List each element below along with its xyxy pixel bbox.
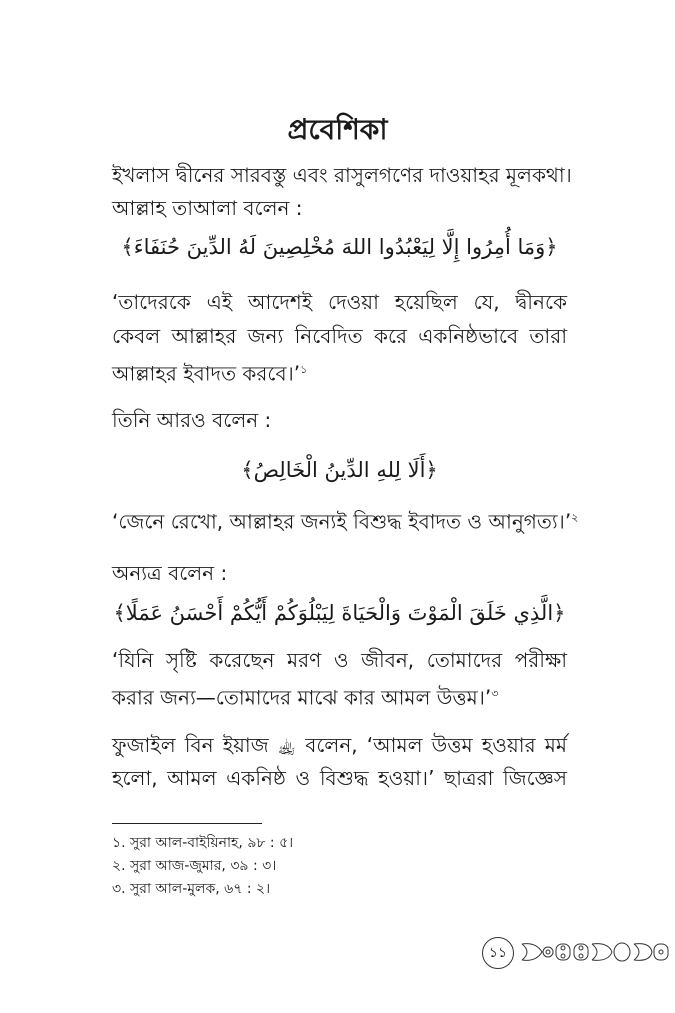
- arabic-verse: ﴿وَمَا أُمِرُوا إِلَّا لِيَعْبُدُوا اللهَ مُخْلِصِينَ لَهُ الدِّينَ حُنَفَاءَ﴾: [121, 235, 558, 259]
- body-line: তিনি আরও বলেন :: [112, 408, 272, 432]
- arabic-verse: ﴿الَّذِي خَلَقَ الْمَوْتَ وَالْحَيَاةَ لِيَبْلُوَكُمْ أَيُّكُمْ أَحْسَنُ عَمَلًا﴾: [113, 601, 566, 625]
- translation-text: করার জন্য—তোমাদের মাঝে কার আমল উত্তম।’: [112, 685, 492, 710]
- translation-text: আল্লাহর ইবাদত করবে।’: [112, 361, 301, 386]
- chapter-title: প্রবেশিকা: [287, 113, 388, 146]
- body-line: হলো, আমল একনিষ্ঠ ও বিশুদ্ধ হওয়া।’ ছাত্ররা জিজ্ঞেস: [112, 766, 567, 790]
- ornament-border: [518, 938, 670, 966]
- footnote: ৩. সুরা আল-মুলক, ৬৭ : ২।: [112, 881, 271, 897]
- body-line: ফুজাইল বিন ইয়াজ ﵀ বলেন, ‘আমল উত্তম হওয়ার মর্ম: [112, 733, 567, 757]
- footnote: ২. সুরা আজ-জুমার, ৩৯ : ৩।: [112, 858, 277, 874]
- body-line: অন্যত্র বলেন :: [112, 561, 228, 585]
- body-line: আল্লাহ তাআলা বলেন :: [112, 196, 303, 220]
- body-line: ইখলাস দ্বীনের সারবস্তু এবং রাসুলগণের দাওয়াহর মূলকথা।: [112, 163, 572, 187]
- page-number: ১১: [482, 937, 514, 969]
- translation-line: [112, 355, 567, 389]
- footnote: ১. সুরা আল-বাইয়িনাহ, ৯৮ : ৫।: [112, 835, 294, 851]
- footnote-ref: ২: [571, 511, 579, 524]
- translation-line: ‘তাদেরকে এই আদেশই দেওয়া হয়েছিল যে, দ্বীনকে: [112, 290, 567, 314]
- footnote-ref: ৩: [491, 687, 499, 700]
- translation-line: ‘যিনি সৃষ্টি করেছেন মরণ ও জীবন, তোমাদের পরীক্ষা: [112, 648, 567, 672]
- footnote-divider: [112, 823, 262, 824]
- footnote-ref: ১: [300, 363, 308, 376]
- translation-line: [112, 503, 579, 537]
- translation-line: কেবল আল্লাহর জন্য নিবেদিত করে একনিষ্ঠভাবে তারা: [112, 324, 567, 348]
- translation-text: ‘জেনে রেখো, আল্লাহর জন্যই বিশুদ্ধ ইবাদত ও আনুগত্য।’: [112, 509, 572, 534]
- arabic-verse: ﴿أَلَا لِلهِ الدِّينُ الْخَالِصُ﴾: [241, 458, 438, 482]
- translation-line: [112, 679, 567, 713]
